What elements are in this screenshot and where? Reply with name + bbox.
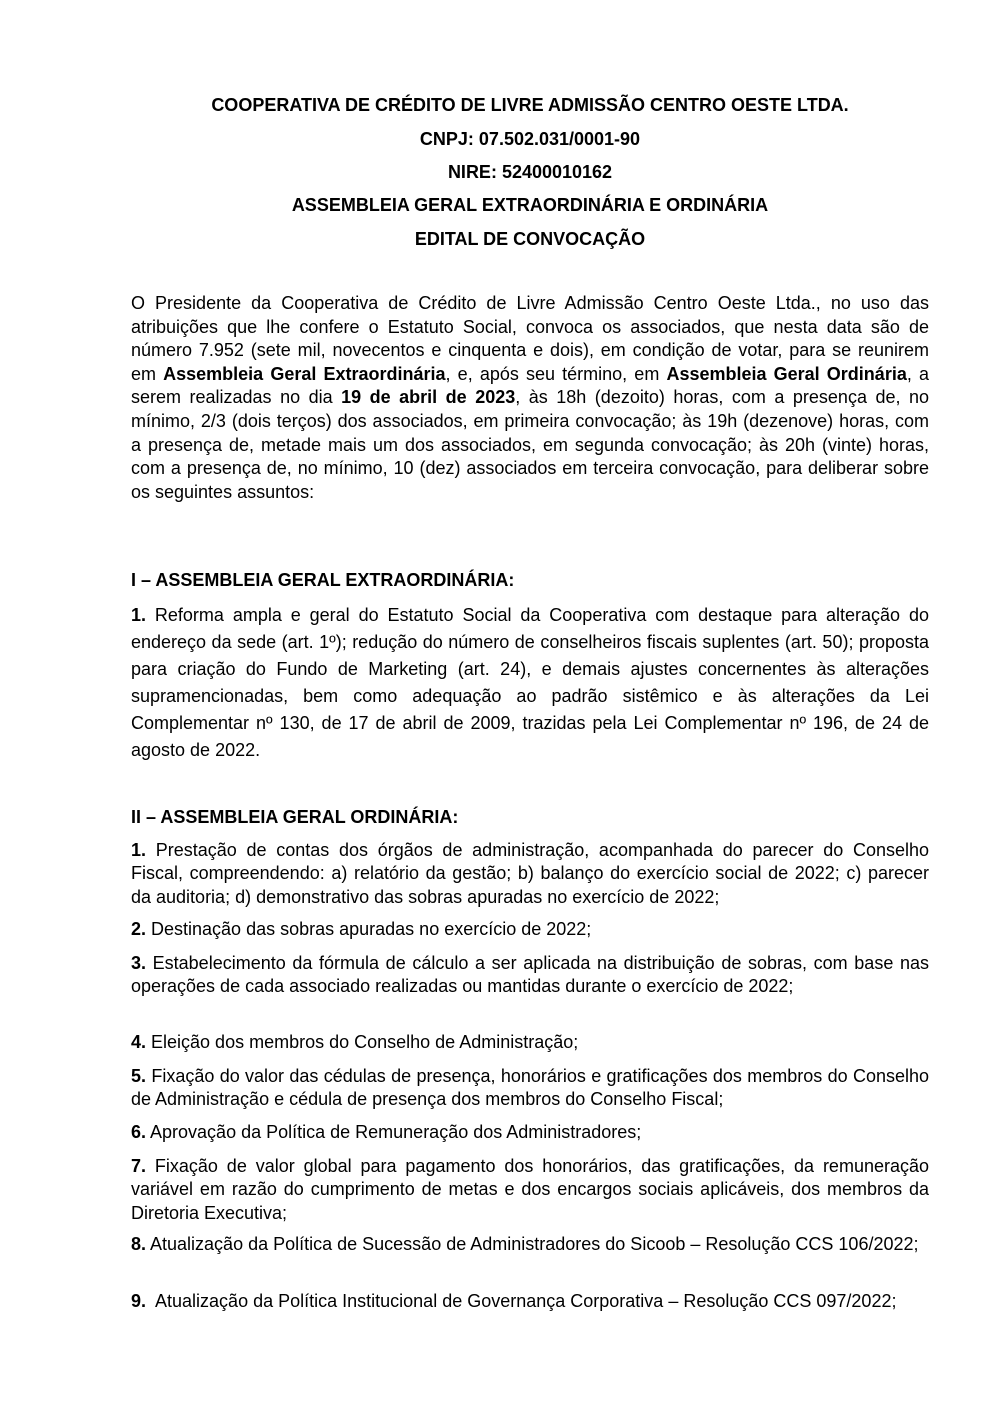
agenda-item-ordinaria-4 [131,1031,929,1054]
intro-text-1: O Presidente da Cooperativa de Crédito de Livre Admissão Centro Oeste Ltda., no uso das atribuições que lhe confere o Estatuto Social, convoca os associados, que nesta data são de número 7.952 (sete mil, novecentos e cinquenta e dois), em condição de votar, para se reunirem em [131,293,929,384]
section-ordinaria-title: II – ASSEMBLEIA GERAL ORDINÁRIA: [131,807,459,827]
item-text: Estabelecimento da fórmula de cálculo a ser aplicada na distribuição de sobras, com base nas operações de cada associado realizadas ou mantidas durante o exercício de 2022; [131,953,929,997]
agenda-item-ordinaria-2 [131,918,929,941]
intro-text-3: , a serem realizadas no dia [131,363,929,408]
intro-bold-agO: Assembleia Geral Ordinária [666,363,907,384]
item-text: Reforma ampla e geral do Estatuto Social da Cooperativa com destaque para alteração do endereço da sede (art. 1º); redução do número de conselheiros fiscais suplentes (art. 50); proposta para criação do Fundo de Marketing (art. 24), e demais ajustes concernentes às alterações supramencionadas, bem como adequação ao padrão sistêmico e às alterações da Lei Complementar nº 130, de 17 de abril de 2009, trazidas pela Lei Complementar nº 196, de 24 de agosto de 2022. [131,605,929,760]
agenda-item-ordinaria-3 [131,952,929,999]
item-text: Atualização da Política Institucional de Governança Corporativa – Resolução CCS 097/2022; [146,1291,897,1311]
intro-bold-date: 19 de abril de 2023 [341,387,516,408]
agenda-item-ordinaria-1 [131,839,929,909]
item-number: 5. [131,1066,147,1086]
item-number: 9. [131,1291,147,1311]
intro-paragraph [131,292,929,504]
item-text: Fixação de valor global para pagamento dos honorários, das gratificações, da remuneração variável em razão do cumprimento de metas e dos encargos sociais aplicáveis, dos membros da Diretoria Executiva; [131,1156,929,1223]
company-name: COOPERATIVA DE CRÉDITO DE LIVRE ADMISSÃO CENTRO OESTE LTDA. [211,95,849,115]
item-text: Prestação de contas dos órgãos de administração, acompanhada do parecer do Conselho Fiscal, compreendendo: a) relatório da gestão; b) balanço do exercício social de 2022; c) parecer da auditoria; d) demonstrativo das sobras apuradas no exercício de 2022; [131,840,929,907]
item-text: Atualização da Política de Sucessão de Administradores do Sicoob – Resolução CCS 106/2022; [146,1234,919,1254]
section-extraordinaria-title: I – ASSEMBLEIA GERAL EXTRAORDINÁRIA: [131,570,515,590]
item-number: 1. [131,605,147,625]
agenda-item-ordinaria-5 [131,1065,929,1112]
cnpj-line: CNPJ: 07.502.031/0001-90 [419,129,641,149]
agenda-item-extraordinaria-1 [131,602,929,764]
item-number: 7. [131,1156,147,1176]
nire-line: NIRE: 52400010162 [447,162,613,182]
item-number: 1. [131,840,147,860]
item-number: 6. [131,1122,147,1142]
agenda-item-ordinaria-7 [131,1155,929,1225]
item-text: Eleição dos membros do Conselho de Administração; [146,1032,579,1052]
assembly-title: ASSEMBLEIA GERAL EXTRAORDINÁRIA E ORDINÁRIA [291,195,769,215]
agenda-item-ordinaria-9 [131,1290,929,1313]
item-number: 2. [131,919,147,939]
item-text: Destinação das sobras apuradas no exercício de 2022; [146,919,592,939]
agenda-item-ordinaria-8 [131,1233,929,1256]
intro-text-2: , e, após seu término, em [445,363,667,384]
item-text: Aprovação da Política de Remuneração dos Administradores; [146,1122,642,1142]
intro-bold-agE: Assembleia Geral Extraordinária [163,363,446,384]
edital-title: EDITAL DE CONVOCAÇÃO [414,229,646,249]
item-number: 4. [131,1032,147,1052]
item-text: Fixação do valor das cédulas de presença, honorários e gratificações dos membros do Conselho de Administração e cédula de presença dos membros do Conselho Fiscal; [131,1066,929,1110]
item-number: 8. [131,1234,147,1254]
agenda-item-ordinaria-6 [131,1121,929,1144]
item-number: 3. [131,953,147,973]
intro-text-4: , às 18h (dezoito) horas, com a presença de, no mínimo, 2/3 (dois terços) dos associados, em primeira convocação; às 19h (dezenove) horas, com a presença de, metade mais um dos associados, em segunda convocação; às 20h (vinte) horas, com a presença de, no mínimo, 10 (dez) associados em terceira convocação, para deliberar sobre os seguintes assuntos: [131,387,930,502]
